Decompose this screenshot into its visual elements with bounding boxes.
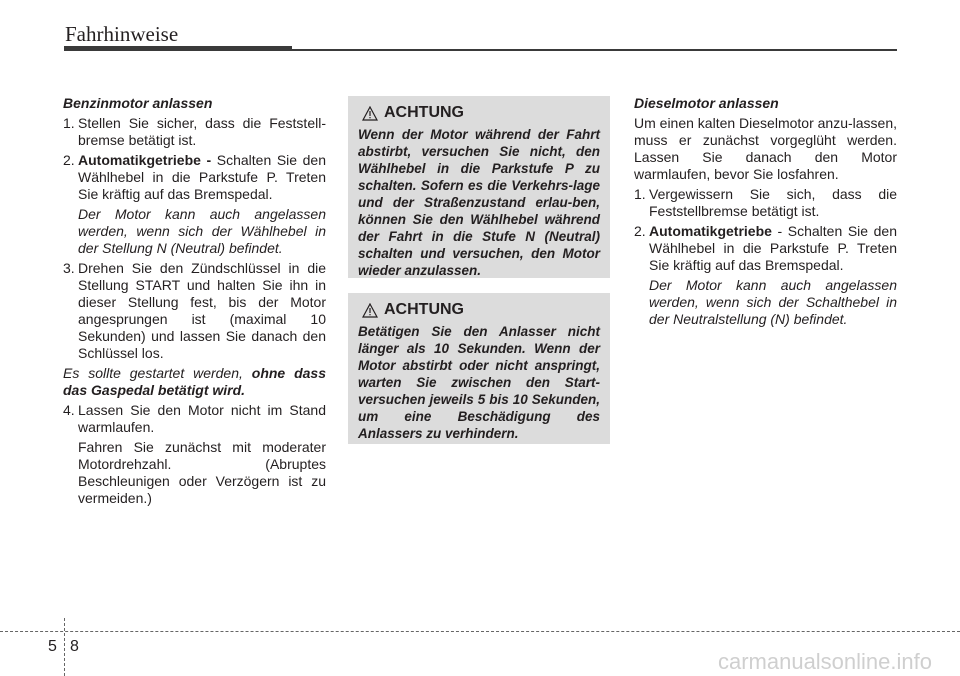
list-item bbox=[63, 260, 326, 362]
list-item bbox=[634, 186, 897, 220]
section-heading-petrol: Benzinmotor anlassen bbox=[63, 95, 213, 111]
emphasis-note-plain: Es sollte gestartet werden, bbox=[63, 365, 252, 381]
list-note: Der Motor kann auch angelassen werden, wenn sich der Schalthebel in der Neutralstellung (N) befindet. bbox=[649, 277, 897, 327]
warning-text: Wenn der Motor während der Fahrt abstirbt, versuchen Sie nicht, den Wählhebel in die Parkstufe P zu schalten. Sofern es die Verkehrs-lage und der Straßenzustand erlau-ben, können Sie den Wählhebel während der Fahrt in die Stufe N (Neutral) schalten und versuchen, den Motor wieder anzulassen. bbox=[358, 127, 600, 278]
emphasis-note bbox=[63, 365, 326, 399]
list-text: Drehen Sie den Zündschlüssel in die Stellung START und halten Sie ihn in dieser Stellung fest, bis der Motor angesprungen ist (maximal 10 Sekunden) und lassen Sie danach den Schlüssel los. bbox=[78, 260, 326, 361]
chapter-number: 5 bbox=[48, 638, 57, 655]
warning-box-stall bbox=[348, 96, 610, 278]
section-heading-diesel: Dieselmotor anlassen bbox=[634, 95, 779, 111]
list-item bbox=[63, 402, 326, 436]
list-bold-label: Automatikgetriebe - bbox=[78, 152, 212, 168]
emphasis-note-bold: ohne dass das Gaspedal betätigt wird. bbox=[63, 365, 326, 398]
warning-title: ACHTUNG bbox=[384, 104, 464, 121]
list-number: 2. bbox=[63, 152, 75, 168]
warning-header bbox=[358, 104, 600, 122]
list-number: 4. bbox=[63, 402, 75, 418]
list-note: Der Motor kann auch angelassen werden, wenn sich der Wählhebel in der Stellung N (Neutral) befindet. bbox=[78, 206, 326, 256]
header-rule-thick bbox=[64, 46, 292, 51]
page-header-title: Fahrhinweise bbox=[65, 22, 179, 46]
list-item bbox=[63, 115, 326, 149]
warning-text: Betätigen Sie den Anlasser nicht länger als 10 Sekunden. Wenn der Motor abstirbt oder nicht anspringt, warten Sie zwischen den Start-versuchen jeweils 5 bis 10 Sekunden, um eine Beschädigung des Anlassers zu verhindern. bbox=[358, 324, 600, 441]
left-column bbox=[63, 95, 326, 510]
intro-paragraph: Um einen kalten Dieselmotor anzu-lassen, muss er zunächst vorgeglüht werden. Lassen Sie danach den Motor warmlaufen, bevor Sie losfahren. bbox=[634, 115, 898, 182]
warning-triangle-icon bbox=[362, 106, 378, 121]
right-column bbox=[634, 95, 897, 331]
warning-title: ACHTUNG bbox=[384, 301, 464, 318]
list-bold-label: Automatikgetriebe bbox=[649, 223, 772, 239]
list-number: 2. bbox=[634, 223, 646, 239]
list-item bbox=[634, 223, 897, 274]
list-number: 1. bbox=[634, 186, 646, 202]
warning-box-starter bbox=[348, 293, 610, 444]
footer-rule bbox=[0, 631, 960, 632]
warning-triangle-icon bbox=[362, 303, 378, 318]
list-text: Stellen Sie sicher, dass die Feststell-bremse betätigt ist. bbox=[78, 115, 326, 148]
list-text: Schalten Sie den Wählhebel in die Parkstufe P. Treten Sie kräftig auf das Bremspedal. bbox=[78, 152, 327, 202]
list-number: 1. bbox=[63, 115, 75, 131]
list-text: Vergewissern Sie sich, dass die Feststellbremse betätigt ist. bbox=[649, 186, 897, 219]
footer-divider bbox=[64, 618, 65, 676]
header-rule-thin bbox=[292, 49, 897, 51]
list-text: - Schalten Sie den Wählhebel in die Parkstufe P. Treten Sie kräftig auf das Bremspedal. bbox=[649, 223, 897, 273]
list-number: 3. bbox=[63, 260, 75, 276]
list-text: Lassen Sie den Motor nicht im Stand warmlaufen. bbox=[78, 402, 326, 435]
watermark-link[interactable]: carmanualsonline.info bbox=[717, 649, 932, 674]
page-number: 8 bbox=[70, 638, 79, 655]
list-item bbox=[63, 152, 326, 203]
warning-header bbox=[358, 301, 600, 319]
list-subtext: Fahren Sie zunächst mit moderater Motordrehzahl. (Abruptes Beschleunigen oder Verzögern ist zu vermeiden.) bbox=[78, 439, 326, 506]
